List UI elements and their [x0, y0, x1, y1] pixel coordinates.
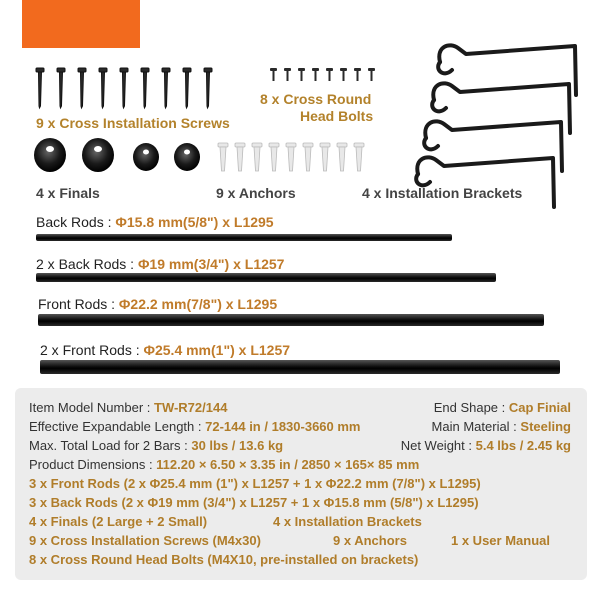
anchor-icon: [269, 143, 279, 171]
screw-icon: [36, 68, 44, 108]
rod-label-4: [40, 342, 290, 358]
back-rod-large: [36, 273, 496, 282]
screws-illustration: [34, 68, 234, 118]
spec-model: [29, 400, 227, 415]
final-icon: [174, 143, 200, 171]
spec-screws: 9 x Cross Installation Screws (M4x30): [29, 533, 261, 548]
bolt-icon: [298, 68, 305, 81]
spec-back-rods: 3 x Back Rods (2 x Φ19 mm (3/4") x L1257 + 1 x Φ15.8 mm (5/8") x L1295): [29, 495, 479, 510]
spec-panel: [15, 388, 587, 580]
front-rod-small: [38, 314, 544, 326]
bolts-label-line1: 8 x Cross Round: [260, 91, 372, 107]
anchors-illustration: [218, 143, 378, 175]
rod-label-1: [36, 214, 274, 230]
anchors-label: 9 x Anchors: [216, 185, 296, 201]
final-icon: [34, 138, 66, 172]
spec-value: Steeling: [520, 419, 571, 434]
back-rod-small: [36, 234, 452, 241]
spec-value: TW-R72/144: [154, 400, 228, 415]
spec-anchors: 9 x Anchors: [333, 533, 407, 548]
spec-key: Product Dimensions :: [29, 457, 157, 472]
bolt-icon: [354, 68, 361, 81]
spec-weight: [401, 438, 571, 453]
front-rod-large: [40, 360, 560, 374]
bolt-icon: [284, 68, 291, 81]
spec-value: 112.20 × 6.50 × 3.35 in / 2850 × 165× 85 mm: [156, 457, 420, 472]
spec-value: 30 lbs / 13.6 kg: [191, 438, 284, 453]
rod-dimension: Φ22.2 mm(7/8") x L1295: [118, 296, 278, 312]
spec-front-rods: 3 x Front Rods (2 x Φ25.4 mm (1") x L1257 + 1 x Φ22.2 mm (7/8") x L1295): [29, 476, 481, 491]
screw-icon: [204, 68, 212, 108]
spec-value: 72-144 in / 1830-3660 mm: [205, 419, 361, 434]
spec-value: Cap Finial: [508, 400, 571, 415]
rod-name: 2 x Back Rods :: [36, 256, 138, 272]
anchor-icon: [337, 143, 347, 171]
rod-name: 2 x Front Rods :: [40, 342, 144, 358]
screw-icon: [78, 68, 86, 108]
spec-load: [29, 438, 283, 453]
spec-bolts: 8 x Cross Round Head Bolts (M4X10, pre-installed on brackets): [29, 552, 419, 567]
spec-key: Item Model Number :: [29, 400, 154, 415]
spec-length: [29, 419, 361, 434]
spec-dimensions: [29, 457, 419, 472]
spec-manual: 1 x User Manual: [451, 533, 550, 548]
spec-key: Max. Total Load for 2 Bars :: [29, 438, 192, 453]
anchor-icon: [303, 143, 313, 171]
spec-key: Main Material :: [431, 419, 521, 434]
spec-brackets: 4 x Installation Brackets: [273, 514, 422, 529]
spec-finals: 4 x Finals (2 Large + 2 Small): [29, 514, 208, 529]
rod-name: Back Rods :: [36, 214, 116, 230]
bolt-icon: [340, 68, 347, 81]
screw-icon: [120, 68, 128, 108]
rod-name: Front Rods :: [38, 296, 119, 312]
rod-dimension: Φ25.4 mm(1") x L1257: [143, 342, 291, 358]
finals-label: 4 x Finals: [36, 185, 100, 201]
bolts-illustration: [270, 68, 380, 84]
screw-icon: [99, 68, 107, 108]
bolt-icon: [326, 68, 333, 81]
spec-value: 5.4 lbs / 2.45 kg: [475, 438, 571, 453]
screw-icon: [183, 68, 191, 108]
screws-label: 9 x Cross Installation Screws: [36, 115, 230, 131]
anchor-icon: [235, 143, 245, 171]
final-icon: [82, 138, 114, 172]
spec-material: [432, 419, 571, 434]
rod-dimension: Φ19 mm(3/4") x L1257: [137, 256, 285, 272]
bolt-icon: [368, 68, 375, 81]
brackets-label: 4 x Installation Brackets: [362, 185, 523, 201]
screw-icon: [57, 68, 65, 108]
screw-icon: [141, 68, 149, 108]
spec-key: Net Weight :: [400, 438, 476, 453]
rod-dimension: Φ15.8 mm(5/8") x L1295: [115, 214, 274, 230]
final-icon: [133, 143, 159, 171]
bolt-icon: [312, 68, 319, 81]
spec-key: Effective Expandable Length :: [29, 419, 206, 434]
spec-end-shape: [434, 400, 571, 415]
bolts-label-line2: Head Bolts: [300, 108, 374, 124]
anchor-icon: [252, 143, 262, 171]
anchor-icon: [320, 143, 330, 171]
brand-tab: [22, 0, 140, 48]
spec-key: End Shape :: [433, 400, 509, 415]
anchor-icon: [354, 143, 364, 171]
rod-label-2: [36, 256, 284, 272]
anchor-icon: [286, 143, 296, 171]
screw-icon: [162, 68, 170, 108]
anchor-icon: [218, 143, 228, 171]
rod-label-3: [38, 296, 277, 312]
bolt-icon: [270, 68, 277, 81]
finals-illustration: [32, 135, 202, 180]
